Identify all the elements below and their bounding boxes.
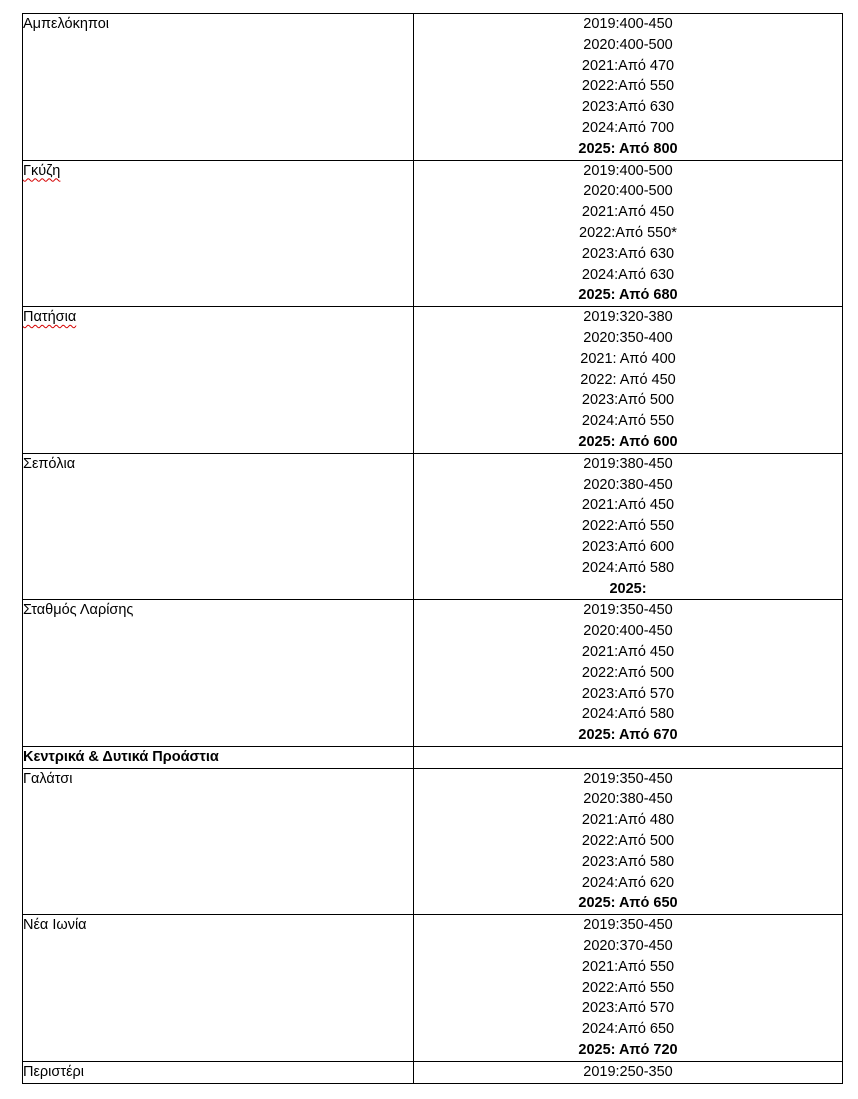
- area-cell: [23, 160, 414, 307]
- area-cell: [23, 915, 414, 1062]
- table-row: [23, 160, 843, 307]
- price-line: 2022:Από 550*: [579, 224, 677, 241]
- price-line: 2023:Από 630: [581, 245, 675, 262]
- price-line: 2019:250-350: [583, 1063, 673, 1080]
- price-line: 2022:Από 550: [581, 78, 675, 95]
- table-row: [23, 1061, 843, 1083]
- price-line: 2024:Από 550: [581, 413, 675, 430]
- area-name: Γαλάτσι: [23, 770, 73, 787]
- area-cell: [23, 307, 414, 454]
- price-history-cell: [414, 307, 843, 454]
- price-history-cell: [414, 14, 843, 161]
- price-line: 2022: Από 450: [580, 371, 676, 388]
- area-cell: [23, 1061, 414, 1083]
- price-line: 2022:Από 500: [581, 664, 675, 681]
- area-name: Σταθμός Λαρίσης: [23, 602, 134, 619]
- price-line: 2020:350-400: [583, 329, 673, 346]
- table-row: [23, 14, 843, 161]
- table-row: [23, 768, 843, 915]
- section-title: Κεντρικά & Δυτικά Προάστια: [23, 746, 414, 768]
- price-line: 2019:400-500: [583, 162, 673, 179]
- price-line: 2021:Από 450: [581, 204, 675, 221]
- price-line: 2023:Από 570: [581, 1000, 675, 1017]
- price-line: 2020:370-450: [583, 938, 673, 955]
- area-name: Περιστέρι: [23, 1063, 85, 1080]
- price-line: 2023:Από 580: [581, 853, 675, 870]
- price-line: 2021:Από 470: [581, 57, 675, 74]
- price-line: 2024:Από 580: [581, 559, 675, 576]
- area-name: Πατήσια: [23, 309, 77, 326]
- price-line: 2019:350-450: [583, 917, 673, 934]
- area-name: Αμπελόκηποι: [23, 16, 109, 32]
- price-line: 2021:Από 550: [581, 958, 675, 975]
- current-price-line: 2025: Από 670: [578, 727, 678, 744]
- price-line: 2023:Από 570: [581, 685, 675, 702]
- price-line: 2019:350-450: [583, 602, 673, 619]
- current-price-line: 2025: Από 680: [578, 287, 678, 304]
- price-line: 2022:Από 550: [581, 518, 675, 535]
- price-line: 2020:400-500: [583, 36, 673, 53]
- price-line: 2019:380-450: [583, 455, 673, 472]
- area-cell: [23, 768, 414, 915]
- area-name: Νέα Ιωνία: [23, 917, 87, 934]
- price-line: 2024:Από 650: [581, 1021, 675, 1038]
- price-history-cell: [414, 1061, 843, 1083]
- price-history-cell: [414, 160, 843, 307]
- price-line: 2019:320-380: [583, 309, 673, 326]
- section-empty-cell: [414, 746, 843, 768]
- price-line: 2021:Από 480: [581, 812, 675, 829]
- section-header-row: [23, 746, 843, 768]
- price-line: 2022:Από 500: [581, 833, 675, 850]
- price-line: 2024:Από 630: [581, 266, 675, 283]
- area-name: Γκύζη: [23, 162, 61, 179]
- price-history-cell: [414, 915, 843, 1062]
- price-line: 2020:380-450: [583, 476, 673, 493]
- price-table: [22, 13, 843, 1084]
- price-line: 2019:350-450: [583, 770, 673, 787]
- price-line: 2020:400-500: [583, 183, 673, 200]
- price-line: 2023:Από 500: [581, 392, 675, 409]
- price-table-body: [23, 14, 843, 1084]
- price-line: 2023:Από 630: [581, 99, 675, 116]
- price-line: 2022:Από 550: [581, 979, 675, 996]
- area-cell: [23, 600, 414, 747]
- current-price-line: 2025:: [609, 580, 647, 597]
- table-row: [23, 307, 843, 454]
- price-line: 2020:400-450: [583, 623, 673, 640]
- price-line: 2021: Από 400: [580, 350, 676, 367]
- table-row: [23, 453, 843, 600]
- price-line: 2021:Από 450: [581, 497, 675, 514]
- price-line: 2024:Από 700: [581, 119, 675, 136]
- area-cell: [23, 453, 414, 600]
- current-price-line: 2025: Από 720: [578, 1042, 678, 1059]
- area-cell: [23, 14, 414, 161]
- area-name: Σεπόλια: [23, 455, 76, 472]
- price-history-cell: [414, 600, 843, 747]
- current-price-line: 2025: Από 600: [578, 433, 678, 450]
- price-line: 2020:380-450: [583, 791, 673, 808]
- table-row: [23, 600, 843, 747]
- price-history-cell: [414, 453, 843, 600]
- price-line: 2024:Από 580: [581, 706, 675, 723]
- price-history-cell: [414, 768, 843, 915]
- price-line: 2021:Από 450: [581, 643, 675, 660]
- price-line: 2024:Από 620: [581, 874, 675, 891]
- table-row: [23, 915, 843, 1062]
- price-line: 2019:400-450: [583, 16, 673, 32]
- price-line: 2023:Από 600: [581, 538, 675, 555]
- current-price-line: 2025: Από 800: [578, 140, 678, 157]
- current-price-line: 2025: Από 650: [578, 895, 678, 912]
